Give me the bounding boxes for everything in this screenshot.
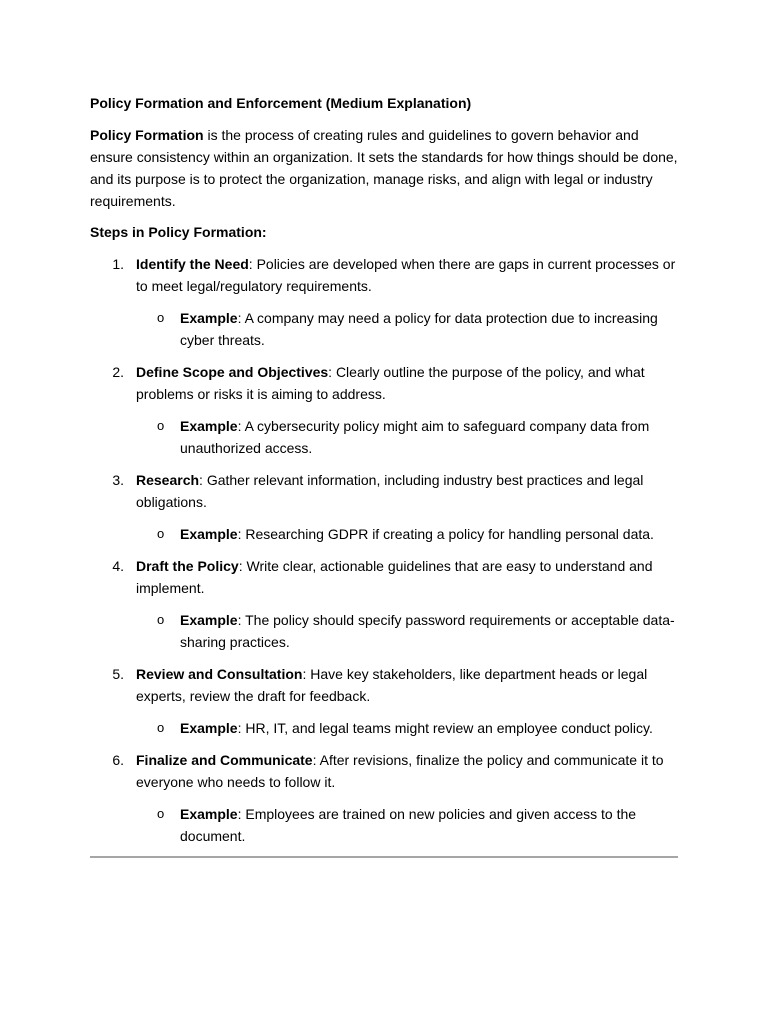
bullet-icon: o <box>157 720 165 735</box>
bullet-icon: o <box>157 806 165 821</box>
example-label: Example <box>180 806 238 822</box>
step-number: 2. <box>112 364 124 380</box>
step-title: Research <box>136 472 200 488</box>
step-item <box>90 361 680 405</box>
horizontal-rule <box>90 856 678 858</box>
intro-paragraph <box>90 124 680 212</box>
step-item <box>90 555 680 599</box>
step-number: 3. <box>112 472 124 488</box>
example-item <box>90 307 680 351</box>
example-item <box>90 523 680 545</box>
step-title: Review and Consultation <box>136 666 303 682</box>
steps-heading: Steps in Policy Formation: <box>90 224 267 240</box>
bullet-icon: o <box>157 310 165 325</box>
document-title: Policy Formation and Enforcement (Medium Explanation) <box>90 95 472 111</box>
step-item <box>90 469 680 513</box>
step-item <box>90 749 680 793</box>
step-text: : Policies are developed when there are gaps in current processes or to meet legal/regulatory requirements. <box>136 256 676 294</box>
example-text: : A company may need a policy for data protection due to increasing cyber threats. <box>180 310 658 348</box>
example-item <box>90 415 680 459</box>
example-label: Example <box>180 310 238 326</box>
example-label: Example <box>180 720 238 736</box>
example-text: : HR, IT, and legal teams might review an employee conduct policy. <box>237 720 653 736</box>
example-item <box>90 609 680 653</box>
step-text: : Have key stakeholders, like department heads or legal experts, review the draft for feedback. <box>136 666 648 704</box>
step-title: Finalize and Communicate <box>136 752 313 768</box>
bullet-icon: o <box>157 612 165 627</box>
step-title: Identify the Need <box>136 256 249 272</box>
bullet-icon: o <box>157 526 165 541</box>
intro-term: Policy Formation <box>90 127 204 143</box>
example-text: : Researching GDPR if creating a policy for handling personal data. <box>237 526 654 542</box>
step-text: : Clearly outline the purpose of the policy, and what problems or risks it is aiming to address. <box>136 364 645 402</box>
example-label: Example <box>180 418 238 434</box>
example-label: Example <box>180 526 238 542</box>
bullet-icon: o <box>157 418 165 433</box>
example-item <box>90 803 680 847</box>
step-text: : Gather relevant information, including industry best practices and legal obligations. <box>136 472 644 510</box>
step-text: : Write clear, actionable guidelines that are easy to understand and implement. <box>136 558 653 596</box>
intro-text: is the process of creating rules and guidelines to govern behavior and ensure consistency within an organization. It sets the standards for how things should be done, and its purpose is to protect the organization, manage risks, and align with legal or industry requirements. <box>90 127 678 209</box>
document-page <box>90 93 680 857</box>
step-title: Define Scope and Objectives <box>136 364 329 380</box>
step-title: Draft the Policy <box>136 558 239 574</box>
step-number: 1. <box>112 256 124 272</box>
example-text: : The policy should specify password requirements or acceptable data-sharing practices. <box>180 612 675 650</box>
step-number: 4. <box>112 558 124 574</box>
step-text: : After revisions, finalize the policy and communicate it to everyone who needs to follow it. <box>136 752 664 790</box>
example-item <box>90 717 680 739</box>
example-label: Example <box>180 612 238 628</box>
steps-list <box>90 253 680 847</box>
example-text: : Employees are trained on new policies and given access to the document. <box>180 806 637 844</box>
step-number: 5. <box>112 666 124 682</box>
step-item <box>90 663 680 707</box>
example-text: : A cybersecurity policy might aim to safeguard company data from unauthorized access. <box>180 418 650 456</box>
step-item <box>90 253 680 297</box>
step-number: 6. <box>112 752 124 768</box>
